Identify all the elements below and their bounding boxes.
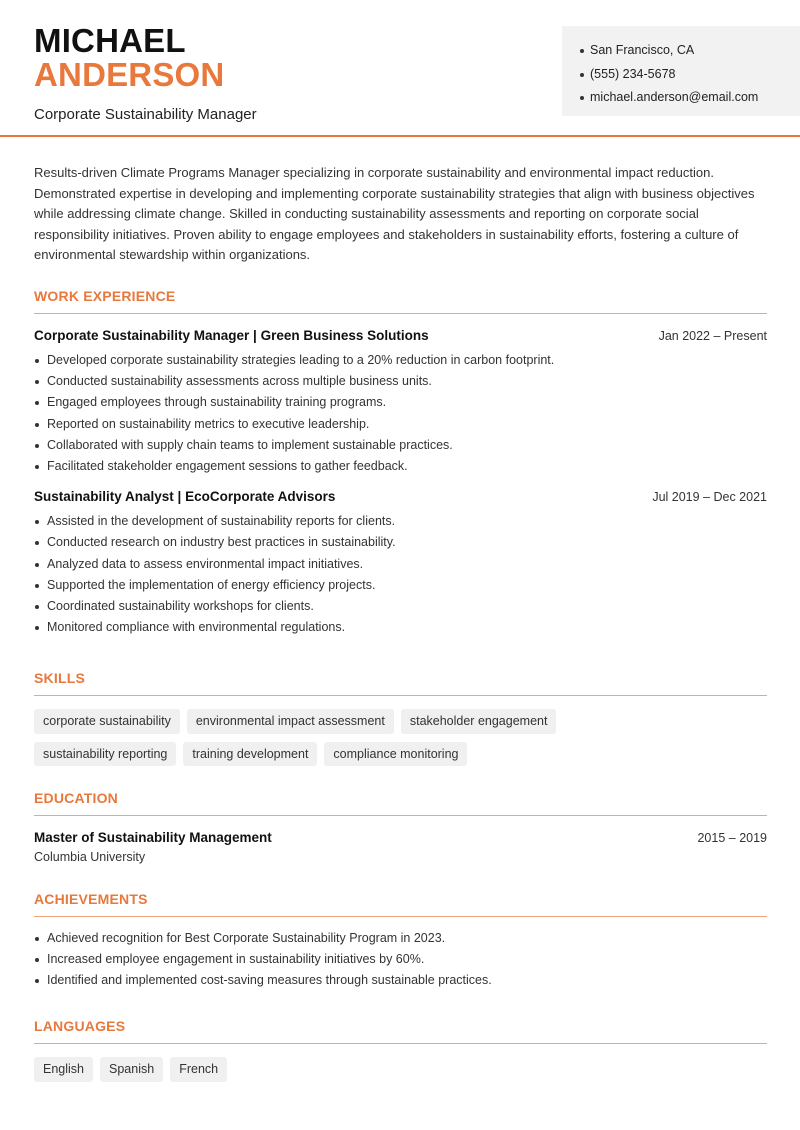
skill-tag: stakeholder engagement [401,709,557,734]
skill-tag: corporate sustainability [34,709,180,734]
list-item: Identified and implemented cost-saving measures through sustainable practices. [34,970,767,991]
list-item: Engaged employees through sustainability training programs. [34,392,767,413]
list-item: Achieved recognition for Best Corporate Sustainability Program in 2023. [34,928,767,949]
resume-header [0,0,800,137]
job-title-heading: Corporate Sustainability Manager [34,106,257,123]
contact-location: San Francisco, CA [580,39,800,63]
resume-body [34,163,767,1076]
skill-tag: sustainability reporting [34,742,176,767]
contact-box [562,26,800,116]
section-title-languages: LANGUAGES [34,1018,767,1044]
summary-paragraph: Results-driven Climate Programs Manager specializing in corporate sustainability and environmental impact reduction. Demonstrated expertise in developing and implementing corporate sustainability strategies that align with business objectives while addressing climate change. Skilled in conducting sustainability assessments and reporting on corporate social responsibility initiatives. Proven ability to engage employees and stakeholders in sustainability efforts, fostering a culture of environmental stewardship within organizations. [34,165,755,262]
language-tag: English [34,1057,93,1082]
last-name: ANDERSON [34,56,225,93]
section-title-work: WORK EXPERIENCE [34,288,767,314]
section-title-achievements: ACHIEVEMENTS [34,891,767,917]
list-item: Collaborated with supply chain teams to implement sustainable practices. [34,435,767,456]
skills-tag-list [34,709,699,766]
job-bullet-list [34,350,767,477]
language-tag: Spanish [100,1057,163,1082]
contact-phone: (555) 234-5678 [580,63,800,87]
list-item: Increased employee engagement in sustainability initiatives by 60%. [34,949,767,970]
list-item: Developed corporate sustainability strategies leading to a 20% reduction in carbon footprint. [34,350,767,371]
job-bullet-list [34,511,767,638]
degree-name: Master of Sustainability Management [34,830,272,845]
list-item: Analyzed data to assess environmental impact initiatives. [34,554,767,575]
list-item: Assisted in the development of sustainability reports for clients. [34,511,767,532]
achievements-section [34,891,767,992]
achievements-list [34,928,767,992]
school-name: Columbia University [34,850,146,864]
list-item: Conducted research on industry best practices in sustainability. [34,532,767,553]
skill-tag: environmental impact assessment [187,709,394,734]
section-title-education: EDUCATION [34,790,767,816]
education-header [34,830,767,845]
first-name: MICHAEL [34,22,186,59]
languages-section [34,1018,767,1082]
list-item: Conducted sustainability assessments across multiple business units. [34,371,767,392]
list-item: Monitored compliance with environmental regulations. [34,617,767,638]
skills-section [34,670,767,766]
languages-tag-list [34,1057,767,1082]
name-block [34,24,257,123]
language-tag: French [170,1057,227,1082]
work-experience-section [34,288,767,638]
list-item: Supported the implementation of energy efficiency projects. [34,575,767,596]
education-section [34,790,767,864]
section-title-skills: SKILLS [34,670,767,696]
skill-tag: compliance monitoring [324,742,467,767]
job-dates: Jan 2022 – Present [658,329,767,343]
education-dates: 2015 – 2019 [697,831,767,845]
list-item: Facilitated stakeholder engagement sessions to gather feedback. [34,456,767,477]
job-role-company: Corporate Sustainability Manager | Green Business Solutions [34,328,429,343]
list-item: Reported on sustainability metrics to executive leadership. [34,414,767,435]
skill-tag: training development [183,742,317,767]
job-dates: Jul 2019 – Dec 2021 [652,490,767,505]
job-header [34,489,767,504]
list-item: Coordinated sustainability workshops for clients. [34,596,767,617]
job-header [34,328,767,343]
contact-email[interactable]: michael.anderson@email.com [580,86,800,110]
job-role-company: Sustainability Analyst | EcoCorporate Advisors [34,489,336,505]
